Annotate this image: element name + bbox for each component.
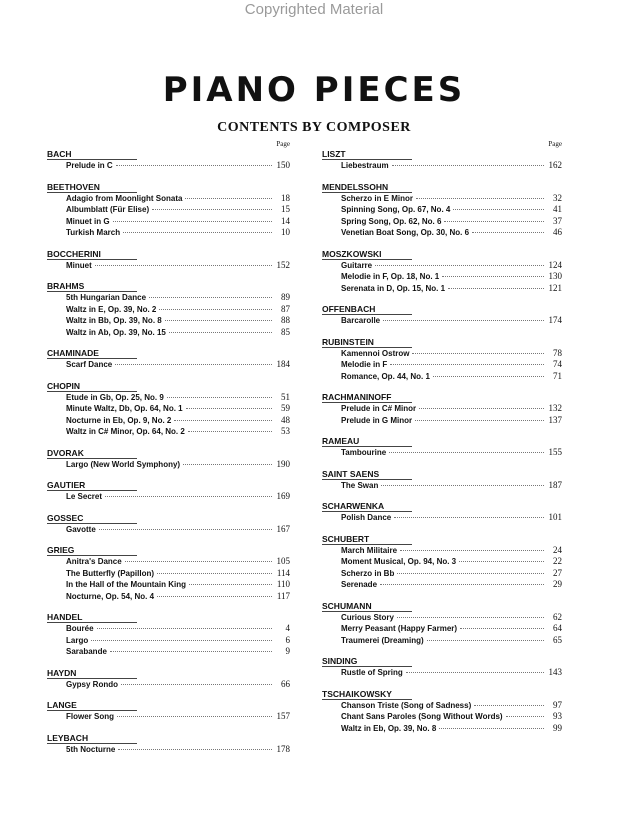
composer-group bbox=[322, 601, 562, 647]
piece-title: 5th Nocturne bbox=[66, 744, 116, 754]
piece-title: Curious Story bbox=[341, 612, 394, 622]
dot-leader bbox=[416, 198, 544, 199]
piece-title: Albumblatt (Für Elise) bbox=[66, 205, 150, 214]
dot-leader bbox=[95, 265, 272, 266]
dot-leader bbox=[123, 232, 272, 233]
piece-entry bbox=[322, 700, 562, 712]
dot-leader bbox=[453, 209, 544, 210]
page-number: 22 bbox=[553, 556, 562, 566]
composer-group bbox=[322, 534, 562, 591]
composer-heading: RACHMANINOFF bbox=[322, 392, 562, 403]
page-number: 87 bbox=[281, 303, 290, 314]
page-number: 51 bbox=[281, 391, 290, 402]
piece-entry bbox=[47, 403, 290, 415]
piece-entry bbox=[322, 579, 562, 591]
dot-leader bbox=[165, 320, 272, 321]
dot-leader bbox=[375, 265, 544, 266]
piece-entry bbox=[322, 271, 562, 283]
dot-leader bbox=[406, 672, 544, 673]
piece-entry bbox=[47, 327, 290, 339]
page-number: 105 bbox=[276, 556, 290, 566]
piece-title: Sarabande bbox=[66, 647, 107, 656]
composer-heading: OFFENBACH bbox=[322, 304, 562, 315]
page-number: 32 bbox=[553, 192, 562, 203]
piece-title: Waltz in Eb, Op. 39, No. 8 bbox=[341, 723, 437, 733]
page-number: 4 bbox=[285, 623, 290, 633]
piece-entry bbox=[47, 160, 290, 172]
composer-heading: BACH bbox=[47, 149, 290, 160]
piece-title: The Butterfly (Papillon) bbox=[66, 568, 154, 578]
page-number: 169 bbox=[276, 491, 290, 501]
composer-heading: SCHUMANN bbox=[322, 601, 562, 612]
piece-title: Romance, Op. 44, No. 1 bbox=[341, 371, 430, 381]
piece-entry bbox=[322, 623, 562, 635]
page-number: 71 bbox=[553, 370, 562, 381]
piece-entry bbox=[322, 216, 562, 228]
piece-entry bbox=[47, 459, 290, 471]
page-number: 74 bbox=[553, 359, 562, 369]
piece-entry bbox=[47, 392, 290, 404]
piece-title: Kamennoi Ostrow bbox=[341, 348, 410, 358]
dot-leader bbox=[116, 165, 272, 166]
piece-entry bbox=[47, 635, 290, 647]
composer-group bbox=[47, 545, 290, 602]
piece-title: Flower Song bbox=[66, 712, 114, 721]
piece-entry bbox=[322, 348, 562, 360]
piece-entry bbox=[322, 568, 562, 580]
page-number: 62 bbox=[553, 611, 562, 622]
piece-entry bbox=[47, 260, 290, 272]
page-number: 155 bbox=[548, 447, 562, 457]
composer-heading: GAUTIER bbox=[47, 480, 290, 491]
dot-leader bbox=[183, 464, 272, 465]
left-composer-list bbox=[47, 149, 290, 755]
piece-entry bbox=[47, 646, 290, 658]
composer-group bbox=[47, 149, 290, 172]
piece-title: Scherzo in E Minor bbox=[341, 193, 414, 203]
page-number: 117 bbox=[276, 590, 290, 601]
dot-leader bbox=[152, 209, 272, 210]
page-number: 132 bbox=[548, 403, 562, 413]
piece-title: Chanson Triste (Song of Sadness) bbox=[341, 700, 472, 710]
piece-entry bbox=[322, 545, 562, 557]
composer-group bbox=[47, 480, 290, 503]
page-number: 150 bbox=[276, 160, 290, 170]
page-number: 65 bbox=[553, 634, 562, 645]
piece-title: 5th Hungarian Dance bbox=[66, 293, 147, 302]
dot-leader bbox=[125, 561, 272, 562]
page-number: 101 bbox=[548, 512, 562, 522]
piece-title: Nocturne in Eb, Op. 9, No. 2 bbox=[66, 415, 172, 425]
dot-leader bbox=[459, 561, 544, 562]
composer-heading: CHOPIN bbox=[47, 381, 290, 392]
piece-title: Minuet bbox=[66, 260, 92, 270]
piece-title: Scarf Dance bbox=[66, 360, 113, 369]
piece-entry bbox=[322, 160, 562, 172]
page-number: 66 bbox=[281, 678, 290, 689]
piece-title: Largo bbox=[66, 635, 89, 645]
piece-entry bbox=[47, 623, 290, 635]
dot-leader bbox=[105, 496, 272, 497]
composer-heading: CHAMINADE bbox=[47, 348, 290, 359]
piece-title: In the Hall of the Mountain King bbox=[66, 580, 186, 589]
composer-group bbox=[322, 501, 562, 524]
page-number: 89 bbox=[281, 292, 290, 302]
piece-title: Anitra's Dance bbox=[66, 557, 122, 566]
piece-entry bbox=[47, 679, 290, 691]
composer-heading: SINDING bbox=[322, 656, 562, 667]
piece-entry bbox=[322, 723, 562, 735]
composer-group bbox=[322, 149, 562, 172]
piece-title: Spring Song, Op. 62, No. 6 bbox=[341, 216, 442, 226]
dot-leader bbox=[188, 431, 272, 432]
piece-title: Serenade bbox=[341, 580, 378, 589]
piece-title: Prelude in C bbox=[66, 161, 113, 170]
page-number: 167 bbox=[276, 523, 290, 534]
page-number: 29 bbox=[553, 579, 562, 589]
piece-entry bbox=[47, 227, 290, 239]
composer-heading: SCHARWENKA bbox=[322, 501, 562, 512]
piece-title: Waltz in E, Op. 39, No. 2 bbox=[66, 304, 157, 314]
piece-entry bbox=[322, 260, 562, 272]
composer-group bbox=[47, 182, 290, 239]
page-number: 15 bbox=[281, 204, 290, 214]
piece-entry bbox=[322, 283, 562, 295]
piece-title: Liebestraum bbox=[341, 161, 389, 170]
page-number: 46 bbox=[553, 227, 562, 237]
piece-entry bbox=[47, 193, 290, 205]
piece-title: Polish Dance bbox=[341, 513, 392, 522]
right-composer-list bbox=[322, 149, 562, 734]
dot-leader bbox=[506, 716, 544, 717]
piece-entry bbox=[47, 591, 290, 603]
dot-leader bbox=[381, 485, 544, 486]
piece-title: Moment Musical, Op. 94, No. 3 bbox=[341, 557, 457, 566]
composer-heading: TSCHAIKOWSKY bbox=[322, 689, 562, 700]
composer-heading: BOCCHERINI bbox=[47, 249, 290, 260]
composer-heading: LEYBACH bbox=[47, 733, 290, 744]
piece-entry bbox=[322, 711, 562, 723]
page-number: 124 bbox=[548, 259, 562, 270]
dot-leader bbox=[415, 420, 544, 421]
composer-heading: GOSSEC bbox=[47, 513, 290, 524]
page-number: 88 bbox=[281, 315, 290, 325]
piece-entry bbox=[47, 415, 290, 427]
piece-title: Tambourine bbox=[341, 448, 387, 457]
piece-title: Waltz in C# Minor, Op. 64, No. 2 bbox=[66, 427, 185, 436]
piece-entry bbox=[322, 480, 562, 492]
piece-entry bbox=[47, 204, 290, 216]
dot-leader bbox=[121, 684, 272, 685]
dot-leader bbox=[442, 276, 544, 277]
page-number: 99 bbox=[553, 722, 562, 733]
dot-leader bbox=[97, 628, 272, 629]
piece-title: Melodie in F, Op. 18, No. 1 bbox=[341, 272, 440, 281]
dot-leader bbox=[113, 221, 272, 222]
composer-heading: DVORAK bbox=[47, 448, 290, 459]
piece-title: Nocturne, Op. 54, No. 4 bbox=[66, 591, 155, 601]
dot-leader bbox=[380, 584, 544, 585]
piece-title: Gavotte bbox=[66, 524, 96, 534]
composer-group bbox=[322, 392, 562, 426]
dot-leader bbox=[110, 651, 272, 652]
piece-entry bbox=[47, 556, 290, 568]
composer-group bbox=[47, 281, 290, 338]
piece-entry bbox=[47, 491, 290, 503]
page-number: 6 bbox=[285, 634, 290, 645]
piece-entry bbox=[47, 524, 290, 536]
dot-leader bbox=[383, 320, 544, 321]
dot-leader bbox=[99, 529, 272, 530]
piece-entry bbox=[47, 568, 290, 580]
page-number: 41 bbox=[553, 204, 562, 214]
page-number: 174 bbox=[548, 315, 562, 325]
composer-heading: HANDEL bbox=[47, 612, 290, 623]
page-number: 93 bbox=[553, 711, 562, 721]
composer-group bbox=[47, 612, 290, 658]
piece-entry bbox=[322, 556, 562, 568]
piece-title: March Militaire bbox=[341, 545, 398, 555]
dot-leader bbox=[419, 408, 544, 409]
piece-title: Largo (New World Symphony) bbox=[66, 459, 181, 469]
dot-leader bbox=[118, 749, 272, 750]
page-number: 190 bbox=[276, 458, 290, 469]
page-number: 137 bbox=[548, 414, 562, 425]
composer-group bbox=[322, 436, 562, 459]
composer-group bbox=[47, 733, 290, 756]
page-number: 178 bbox=[276, 743, 290, 754]
piece-entry bbox=[47, 359, 290, 371]
piece-title: Prelude in G Minor bbox=[341, 415, 413, 425]
piece-entry bbox=[322, 612, 562, 624]
composer-group bbox=[322, 337, 562, 383]
composer-group bbox=[322, 182, 562, 239]
page-number: 162 bbox=[548, 160, 562, 170]
piece-entry bbox=[322, 403, 562, 415]
composer-heading: LANGE bbox=[47, 700, 290, 711]
dot-leader bbox=[115, 364, 272, 365]
dot-leader bbox=[91, 640, 272, 641]
composer-heading: HAYDN bbox=[47, 668, 290, 679]
piece-title: Bourée bbox=[66, 624, 94, 633]
piece-title: Barcarolle bbox=[341, 316, 381, 325]
page-number: 24 bbox=[553, 544, 562, 555]
piece-title: Venetian Boat Song, Op. 30, No. 6 bbox=[341, 228, 470, 237]
piece-title: Rustle of Spring bbox=[341, 668, 403, 677]
dot-leader bbox=[149, 297, 272, 298]
page-number: 37 bbox=[553, 215, 562, 226]
composer-heading: GRIEG bbox=[47, 545, 290, 556]
composer-heading: SAINT SAENS bbox=[322, 469, 562, 480]
dot-leader bbox=[186, 408, 272, 409]
composer-group bbox=[47, 448, 290, 471]
composer-group bbox=[322, 304, 562, 327]
page-title: PIANO PIECES bbox=[162, 70, 466, 110]
page-column-label: Page bbox=[548, 140, 562, 148]
page-number: 48 bbox=[281, 414, 290, 425]
dot-leader bbox=[117, 716, 272, 717]
page-number: 114 bbox=[276, 567, 290, 578]
piece-entry bbox=[47, 426, 290, 438]
page-number: 10 bbox=[281, 227, 290, 237]
page-subtitle: CONTENTS BY COMPOSER bbox=[217, 120, 411, 135]
piece-entry bbox=[322, 204, 562, 216]
composer-group bbox=[322, 249, 562, 295]
piece-title: Waltz in Ab, Op. 39, No. 15 bbox=[66, 327, 166, 337]
piece-entry bbox=[47, 711, 290, 723]
piece-title: Turkish March bbox=[66, 228, 121, 237]
piece-entry bbox=[322, 667, 562, 679]
piece-title: Traumerei (Dreaming) bbox=[341, 635, 424, 645]
page-number: 53 bbox=[281, 426, 290, 436]
dot-leader bbox=[460, 628, 544, 629]
page-number: 152 bbox=[276, 259, 290, 270]
piece-title: Le Secret bbox=[66, 492, 103, 501]
piece-entry bbox=[322, 415, 562, 427]
piece-title: Chant Sans Paroles (Song Without Words) bbox=[341, 712, 503, 721]
piece-entry bbox=[322, 193, 562, 205]
piece-title: The Swan bbox=[341, 480, 379, 490]
page-number: 27 bbox=[553, 567, 562, 578]
piece-title: Merry Peasant (Happy Farmer) bbox=[341, 624, 458, 633]
page-number: 187 bbox=[548, 479, 562, 490]
piece-title: Gypsy Rondo bbox=[66, 679, 119, 689]
dot-leader bbox=[400, 550, 544, 551]
piece-title: Scherzo in Bb bbox=[341, 568, 395, 578]
dot-leader bbox=[412, 353, 544, 354]
piece-title: Minuet in G bbox=[66, 216, 110, 226]
dot-leader bbox=[169, 332, 272, 333]
dot-leader bbox=[397, 617, 544, 618]
page-number: 184 bbox=[276, 359, 290, 369]
dot-leader bbox=[397, 573, 544, 574]
piece-title: Guitarre bbox=[341, 260, 373, 270]
page-number: 110 bbox=[276, 579, 290, 589]
dot-leader bbox=[157, 596, 272, 597]
page-column-label: Page bbox=[276, 140, 290, 148]
piece-entry bbox=[47, 216, 290, 228]
dot-leader bbox=[167, 397, 272, 398]
page-number: 85 bbox=[281, 326, 290, 337]
piece-entry bbox=[47, 579, 290, 591]
piece-entry bbox=[322, 512, 562, 524]
composer-group bbox=[322, 656, 562, 679]
page-number: 64 bbox=[553, 623, 562, 633]
piece-entry bbox=[322, 371, 562, 383]
piece-entry bbox=[322, 227, 562, 239]
composer-group bbox=[47, 513, 290, 536]
dot-leader bbox=[439, 728, 544, 729]
page-number: 143 bbox=[548, 667, 562, 677]
dot-leader bbox=[389, 452, 544, 453]
composer-heading: MENDELSSOHN bbox=[322, 182, 562, 193]
piece-title: Adagio from Moonlight Sonata bbox=[66, 193, 183, 203]
dot-leader bbox=[433, 376, 544, 377]
page-number: 9 bbox=[285, 646, 290, 656]
composer-heading: BRAHMS bbox=[47, 281, 290, 292]
piece-title: Minute Waltz, Db, Op. 64, No. 1 bbox=[66, 404, 183, 413]
piece-title: Serenata in D, Op. 15, No. 1 bbox=[341, 283, 446, 293]
piece-entry bbox=[322, 315, 562, 327]
piece-entry bbox=[47, 292, 290, 304]
page-number: 18 bbox=[281, 192, 290, 203]
composer-group bbox=[47, 348, 290, 371]
dot-leader bbox=[174, 420, 272, 421]
dot-leader bbox=[444, 221, 544, 222]
page-number: 130 bbox=[548, 271, 562, 281]
composer-group bbox=[47, 249, 290, 272]
contents-left-column bbox=[47, 140, 290, 765]
page-number: 97 bbox=[553, 699, 562, 710]
piece-entry bbox=[322, 447, 562, 459]
copyright-watermark: Copyrighted Material bbox=[244, 1, 384, 18]
composer-heading: SCHUBERT bbox=[322, 534, 562, 545]
piece-title: Spinning Song, Op. 67, No. 4 bbox=[341, 205, 451, 214]
composer-group bbox=[322, 469, 562, 492]
contents-right-column bbox=[322, 140, 562, 744]
piece-title: Etude in Gb, Op. 25, No. 9 bbox=[66, 392, 164, 402]
piece-entry bbox=[322, 635, 562, 647]
piece-title: Prelude in C# Minor bbox=[341, 404, 417, 413]
composer-heading: RUBINSTEIN bbox=[322, 337, 562, 348]
dot-leader bbox=[189, 584, 272, 585]
piece-title: Waltz in Bb, Op. 39, No. 8 bbox=[66, 316, 162, 325]
piece-entry bbox=[322, 359, 562, 371]
dot-leader bbox=[159, 309, 272, 310]
piece-entry bbox=[47, 304, 290, 316]
composer-group bbox=[47, 381, 290, 438]
dot-leader bbox=[157, 573, 272, 574]
dot-leader bbox=[472, 232, 544, 233]
dot-leader bbox=[474, 705, 544, 706]
composer-heading: RAMEAU bbox=[322, 436, 562, 447]
dot-leader bbox=[427, 640, 544, 641]
page-number: 59 bbox=[281, 403, 290, 413]
dot-leader bbox=[185, 198, 272, 199]
dot-leader bbox=[390, 364, 544, 365]
piece-entry bbox=[47, 744, 290, 756]
page-number: 157 bbox=[276, 711, 290, 721]
composer-group bbox=[322, 689, 562, 735]
dot-leader bbox=[392, 165, 544, 166]
composer-heading: LISZT bbox=[322, 149, 562, 160]
piece-title: Melodie in F bbox=[341, 360, 388, 369]
page-number: 14 bbox=[281, 215, 290, 226]
composer-group bbox=[47, 700, 290, 723]
dot-leader bbox=[448, 288, 544, 289]
dot-leader bbox=[394, 517, 544, 518]
composer-heading: MOSZKOWSKI bbox=[322, 249, 562, 260]
piece-entry bbox=[47, 315, 290, 327]
composer-heading: BEETHOVEN bbox=[47, 182, 290, 193]
page-number: 121 bbox=[548, 282, 562, 293]
composer-group bbox=[47, 668, 290, 691]
page-number: 78 bbox=[553, 347, 562, 358]
